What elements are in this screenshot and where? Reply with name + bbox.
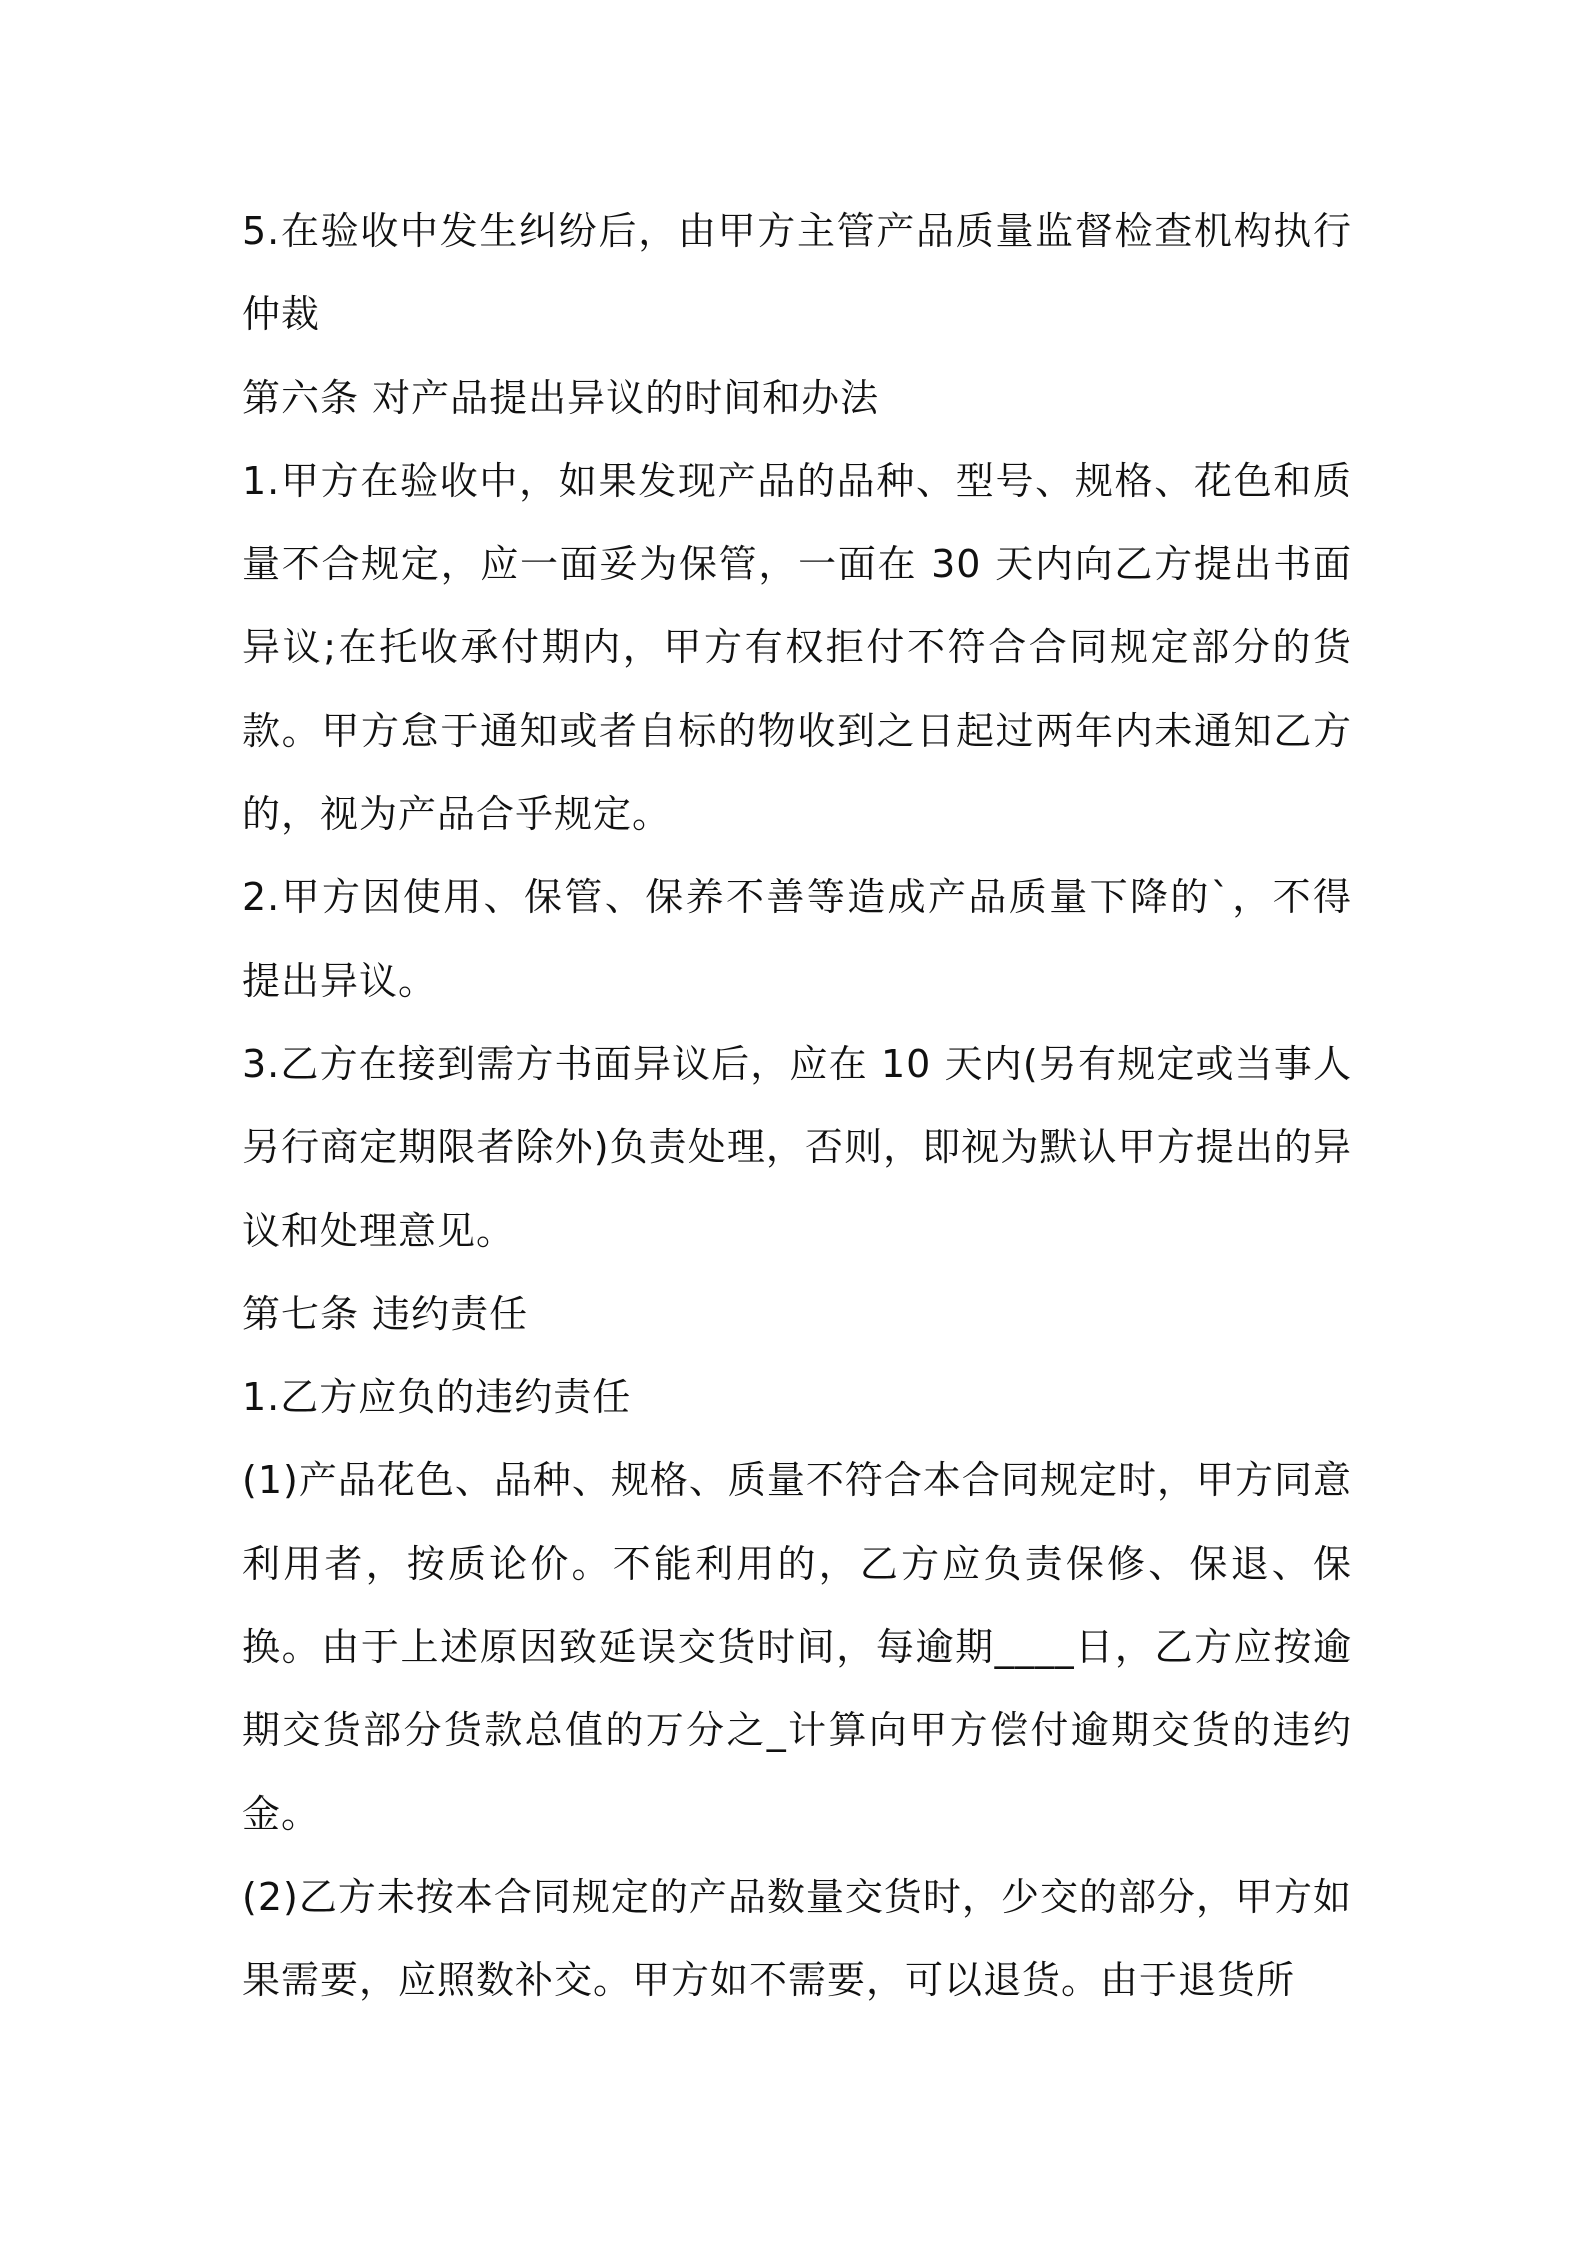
article-6-heading: 第六条 对产品提出异议的时间和办法 [242,375,880,420]
clause-7-1-1: (1)产品花色、品种、规格、质量不符合本合同规定时，甲方同意利用者，按质论价。不能利用的，乙方应负责保修、保退、保换。由于上述原因致延误交货时间，每逾期____日，乙方应按逾期交货部分货款总值的万分之_计算向甲方偿付逾期交货的违约金。 [242,1458,1352,1836]
clause-5-arbitration: 5.在验收中发生纠纷后，由甲方主管产品质量监督检查机构执行仲裁 [242,209,1352,337]
clause-6-3: 3.乙方在接到需方书面异议后，应在 10 天内(另有规定或当事人另行商定期限者除外)负责处理，否则，即视为默认甲方提出的异议和处理意见。 [242,1041,1352,1253]
article-7-heading: 第七条 违约责任 [242,1291,529,1336]
clause-7-1-2: (2)乙方未按本合同规定的产品数量交货时，少交的部分，甲方如果需要，应照数补交。甲方如不需要，可以退货。由于退货所 [242,1874,1352,2003]
clause-6-2: 2.甲方因使用、保管、保养不善等造成产品质量下降的`，不得提出异议。 [242,875,1352,1003]
document-body [242,190,1352,2023]
clause-6-1: 1.甲方在验收中，如果发现产品的品种、型号、规格、花色和质量不合规定，应一面妥为保管，一面在 30 天内向乙方提出书面异议;在托收承付期内，甲方有权拒付不符合合同规定部分的货款。甲方怠于通知或者自标的物收到之日起过两年内未通知乙方的，视为产品合乎规定。 [242,458,1352,837]
clause-7-1: 1.乙方应负的违约责任 [242,1375,632,1420]
